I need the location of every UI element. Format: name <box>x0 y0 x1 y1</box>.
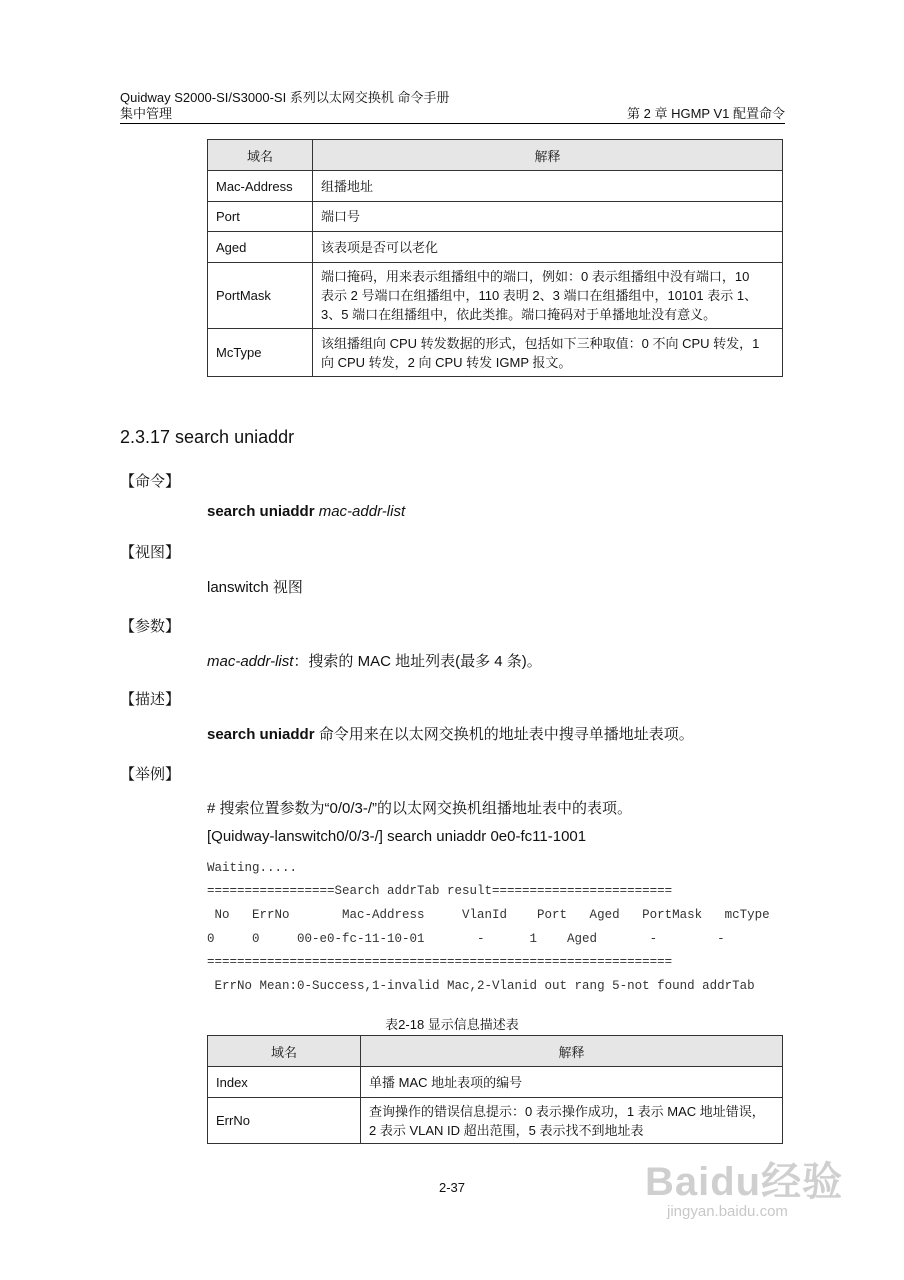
table-row <box>208 171 783 202</box>
table-header-row <box>208 140 783 171</box>
cell-field: McType <box>208 329 313 377</box>
command-arg: mac-addr-list <box>318 503 406 520</box>
table-caption: 表2-18 显示信息描述表 <box>385 1017 519 1032</box>
header-right: 第 2 章 HGMP V1 配置命令 <box>627 106 785 121</box>
doc-header-title: Quidway S2000-SI/S3000-SI 系列以太网交换机 命令手册 <box>120 90 450 105</box>
command-syntax <box>207 503 405 520</box>
example-cmdline: [Quidway-lanswitch0/0/3-/] search uniaddr 0e0-fc11-1001 <box>207 828 587 845</box>
desc-line: 表示 2 号端口在组播组中，110 表明 2、3 端口在组播组中，10101 表示 1、 <box>321 288 758 303</box>
output-line: =================Search addrTab result======================== <box>207 884 673 898</box>
watermark-url: jingyan.baidu.com <box>667 1203 788 1220</box>
desc-line: 向 CPU 转发，2 向 CPU 转发 IGMP 报文。 <box>321 354 572 370</box>
field-table-2 <box>207 1035 783 1144</box>
header-left: 集中管理 <box>120 106 173 121</box>
table-header-row <box>208 1036 783 1067</box>
cell-field: Index <box>208 1067 361 1098</box>
label-params: 【参数】 <box>120 618 181 635</box>
command-keyword: search uniaddr <box>207 503 315 520</box>
desc-line: 3、5 端口在组播组中，依此类推。端口掩码对于单播地址没有意义。 <box>321 307 717 322</box>
cell-field: PortMask <box>208 263 313 329</box>
label-example: 【举例】 <box>120 766 181 783</box>
desc-line: 该组播组向 CPU 转发数据的形式，包括如下三种取值：0 不向 CPU 转发，1 <box>321 335 760 351</box>
table-row <box>208 232 783 263</box>
cell-field: Mac-Address <box>208 171 313 202</box>
doc-header-subline <box>120 106 785 122</box>
table-row <box>208 202 783 232</box>
table-row <box>208 1067 783 1098</box>
cell-desc <box>313 329 783 377</box>
cell-desc <box>313 263 783 329</box>
watermark-logo <box>645 1150 843 1220</box>
desc-line: 端口掩码，用来表示组播组中的端口，例如：0 表示组播组中没有端口，10 <box>321 269 750 284</box>
label-command: 【命令】 <box>120 473 181 490</box>
cell-field: Port <box>208 202 313 232</box>
section-heading: 2.3.17 search uniaddr <box>120 427 295 447</box>
param-line <box>207 650 542 671</box>
example-comment: # 搜索位置参数为“0/0/3-/”的以太网交换机组播地址表中的表项。 <box>207 800 633 817</box>
cell-field: ErrNo <box>208 1098 361 1144</box>
table-row <box>208 263 783 329</box>
col-header-desc: 解释 <box>313 140 783 171</box>
col-header-field: 域名 <box>208 140 313 171</box>
view-text: lanswitch 视图 <box>207 579 303 596</box>
desc-line: 单播 MAC 地址表项的编号 <box>369 1074 523 1090</box>
output-line: No ErrNo Mac-Address VlanId Port Aged PortMask mcType <box>207 908 770 922</box>
desc-keyword: search uniaddr <box>207 726 315 743</box>
desc-line: 查询操作的错误信息提示：0 表示操作成功，1 表示 MAC 地址错误， <box>369 1103 765 1119</box>
cell-field: Aged <box>208 232 313 263</box>
field-table-1 <box>207 139 783 377</box>
desc-text: 命令用来在以太网交换机的地址表中搜寻单播地址表项。 <box>314 726 694 743</box>
table-row <box>208 1098 783 1144</box>
output-line: Waiting..... <box>207 861 298 875</box>
param-text: ：搜索的 MAC 地址列表(最多 4 条)。 <box>293 653 542 670</box>
header-rule <box>120 123 785 124</box>
cell-desc: 该表项是否可以老化 <box>313 232 783 263</box>
cell-desc <box>361 1067 783 1098</box>
output-line: 0 0 00-e0-fc-11-10-01 - 1 Aged - - <box>207 932 725 946</box>
page-number: 2-37 <box>438 1180 466 1195</box>
col-header-desc: 解释 <box>361 1036 783 1067</box>
label-view: 【视图】 <box>120 544 181 561</box>
desc-line <box>207 723 694 744</box>
output-line: ErrNo Mean:0-Success,1-invalid Mac,2-Vlanid out rang 5-not found addrTab <box>207 979 755 993</box>
cell-desc: 组播地址 <box>313 171 783 202</box>
label-desc: 【描述】 <box>120 691 181 708</box>
cell-desc: 端口号 <box>313 202 783 232</box>
param-name: mac-addr-list <box>207 653 294 670</box>
table-row <box>208 329 783 377</box>
col-header-field: 域名 <box>208 1036 361 1067</box>
desc-line: 2 表示 VLAN ID 超出范围，5 表示找不到地址表 <box>369 1122 644 1138</box>
output-line: ============================================================== <box>207 955 673 969</box>
watermark-brand: Baidu经验 <box>645 1160 844 1204</box>
cell-desc <box>361 1098 783 1144</box>
